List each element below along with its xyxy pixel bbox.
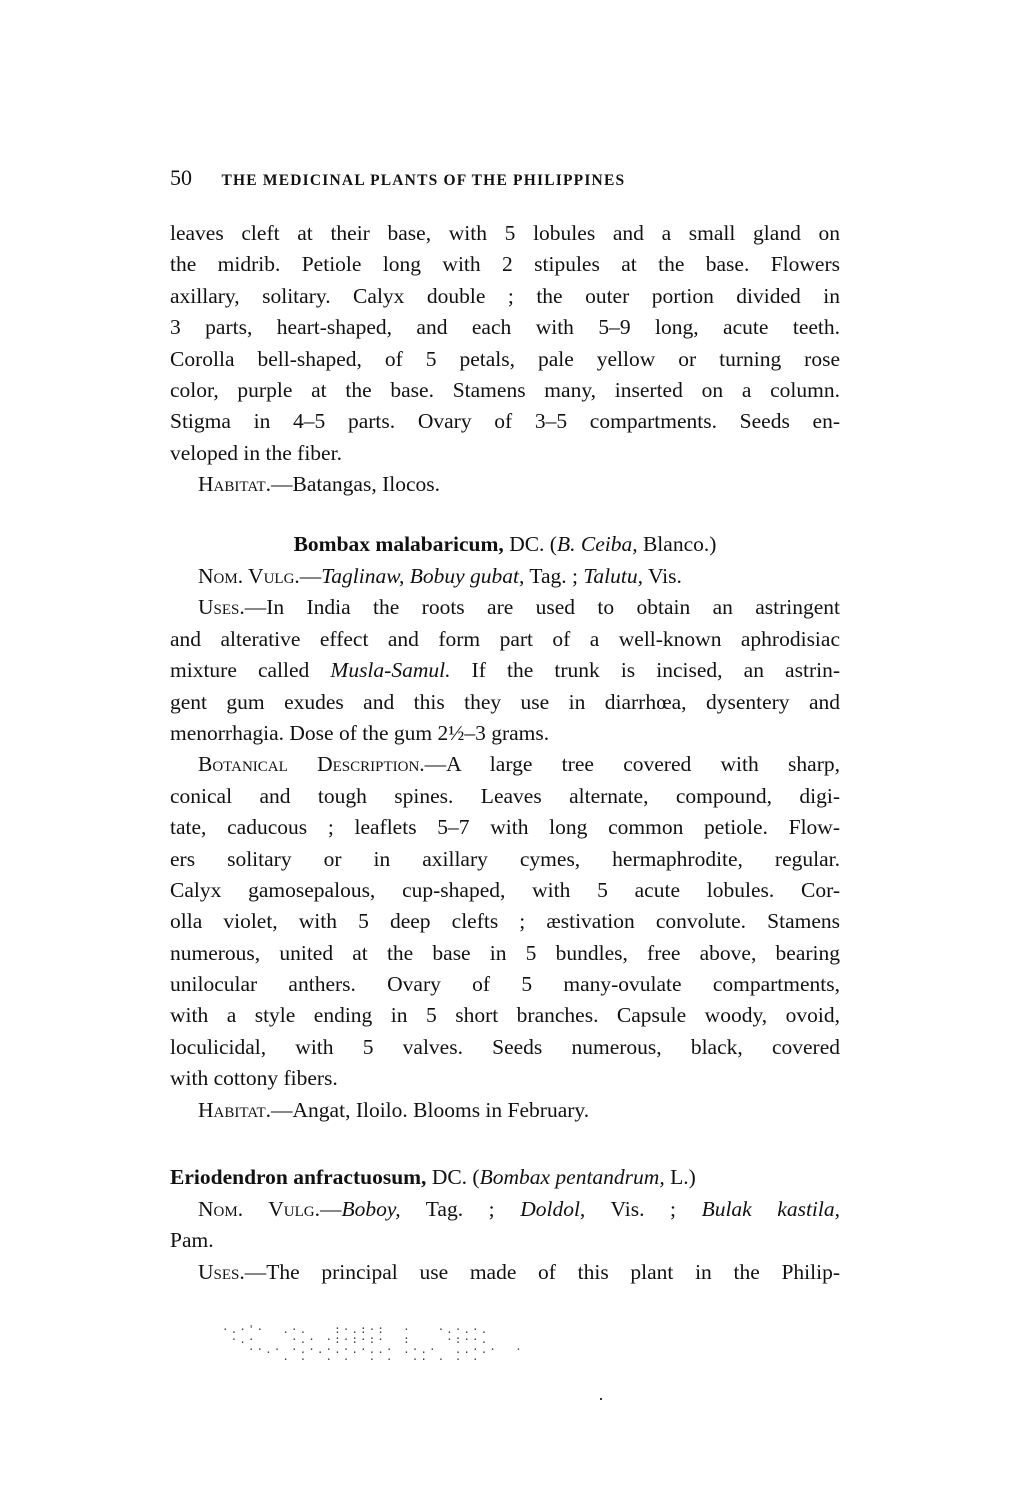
text-fragment: mixture called <box>170 658 331 683</box>
stamp-dots: ·.·'· .·. :·.:·: · ·.·.·. <box>222 1323 490 1336</box>
text-line <box>170 655 840 686</box>
text-line: loculicidal, with 5 valves. Seeds numerous, black, covered <box>170 1034 840 1059</box>
vernacular-name: Doldol, <box>520 1197 586 1221</box>
language-abbr: Vis. ; <box>585 1197 702 1221</box>
species-author: DC. ( <box>426 1165 480 1189</box>
habitat-label: Habitat. <box>198 1097 272 1122</box>
text-line: Stigma in 4–5 parts. Ovary of 3–5 compartments. Seeds en- <box>170 409 840 434</box>
text-line: ers solitary or in axillary cymes, hermaphrodite, regular. <box>170 846 840 871</box>
vernacular-name: Talutu, <box>583 564 643 588</box>
habitat-label: Habitat. <box>198 472 272 497</box>
entry-bombax-malabaricum <box>170 527 840 1126</box>
text-line: color, purple at the base. Stamens many, inserted on a column. <box>170 377 840 402</box>
text-line: menorrhagia. Dose of the gum 2½–3 grams. <box>170 720 550 745</box>
dash: — <box>319 1197 342 1221</box>
synonym-author: L.) <box>664 1165 696 1189</box>
text-fragment: —The principal use made of this plant in the Philip- <box>244 1259 840 1284</box>
vernacular-name: Taglinaw, Bobuy gubat, <box>321 564 525 588</box>
synonym-name: B. Ceiba, <box>556 532 638 556</box>
text-line: Pam. <box>170 1228 214 1253</box>
stamp-dots: ··.· ·.·.·.·.·..· .·.· ..·.· · <box>222 1343 524 1356</box>
page-number: 50 <box>170 165 192 190</box>
synonym-name: Bombax pentandrum, <box>479 1165 665 1189</box>
text-line: Corolla bell-shaped, of 5 petals, pale yellow or turning rose <box>170 346 840 371</box>
language-abbr: Vis. <box>642 564 682 588</box>
text-fragment: If the trunk is incised, an astrin- <box>450 658 840 683</box>
language-abbr: Tag. ; <box>400 1197 521 1221</box>
species-heading <box>170 527 840 561</box>
habitat-text: —Batangas, Ilocos. <box>271 472 441 497</box>
nom-vulg-label: Nom. Vulg. <box>198 564 300 588</box>
text-line: 3 parts, heart-shaped, and each with 5–9 long, acute teeth. <box>170 315 840 340</box>
text-line: veloped in the fiber. <box>170 440 342 465</box>
vernacular-name: Bulak kastila, <box>701 1197 840 1221</box>
habitat-text: —Angat, Iloilo. Blooms in February. <box>271 1097 590 1122</box>
nom-vulg-label: Nom. Vulg. <box>198 1197 320 1221</box>
language-abbr: Tag. ; <box>524 564 584 588</box>
botanical-description-line <box>170 749 840 780</box>
synonym-author: Blanco.) <box>637 532 717 556</box>
uses-label: Uses. <box>198 595 245 620</box>
text-line: conical and tough spines. Leaves alternate, compound, digi- <box>170 783 840 808</box>
uses-line <box>170 592 840 623</box>
text-line: tate, caducous ; leaflets 5–7 with long common petiole. Flow- <box>170 815 840 840</box>
text-line: gent gum exudes and this they use in diarrhœa, dysentery and <box>170 689 840 714</box>
botanical-description-label: Botanical Description. <box>198 752 425 777</box>
habitat-line <box>170 469 840 500</box>
species-name: Bombax malabaricum, <box>293 532 504 556</box>
text-line: axillary, solitary. Calyx double ; the outer portion divided in <box>170 283 840 308</box>
text-line: numerous, united at the base in 5 bundles, free above, bearing <box>170 940 840 965</box>
running-header <box>170 163 850 193</box>
species-name: Eriodendron anfractuosum, <box>170 1165 427 1189</box>
continued-description <box>170 218 840 501</box>
text-line: with a style ending in 5 short branches. Capsule woody, ovoid, <box>170 1003 840 1028</box>
scan-speck <box>600 1398 602 1400</box>
dash: — <box>299 564 322 588</box>
habitat-line <box>170 1095 840 1126</box>
text-line: olla violet, with 5 deep clefts ; æstivation convolute. Stamens <box>170 909 840 934</box>
text-line: unilocular anthers. Ovary of 5 many-ovulate compartments, <box>170 972 840 997</box>
text-line: leaves cleft at their base, with 5 lobules and a small gland on <box>170 221 840 245</box>
stamp-dots: ·.· ·.· ·:·:·:· : ·:··. <box>222 1333 490 1346</box>
text-line: with cottony fibers. <box>170 1066 338 1091</box>
vernacular-names-line <box>170 561 840 592</box>
uses-label: Uses. <box>198 1259 245 1284</box>
vernacular-name: Boboy, <box>341 1197 401 1221</box>
stamp-dots: · · · · · · ·· · · · <box>222 1353 481 1366</box>
text-line: the midrib. Petiole long with 2 stipules at the base. Flowers <box>170 252 840 277</box>
text-line: and alterative effect and form part of a well-known aphrodisiac <box>170 626 840 651</box>
vernacular-names-line <box>170 1194 840 1225</box>
text-fragment: —A large tree covered with sharp, <box>424 752 840 777</box>
mixture-name: Musla-Samul. <box>330 658 451 683</box>
entry-eriodendron-anfractuosum <box>170 1160 840 1288</box>
running-title: THE MEDICINAL PLANTS OF THE PHILIPPINES <box>221 172 626 189</box>
library-stamp <box>222 1325 567 1380</box>
text-line: Calyx gamosepalous, cup-shaped, with 5 acute lobules. Cor- <box>170 877 840 902</box>
uses-line <box>170 1257 840 1288</box>
species-heading <box>170 1160 840 1194</box>
species-author: DC. ( <box>503 532 557 556</box>
uses-text: —In India the roots are used to obtain an astringent <box>244 595 840 620</box>
